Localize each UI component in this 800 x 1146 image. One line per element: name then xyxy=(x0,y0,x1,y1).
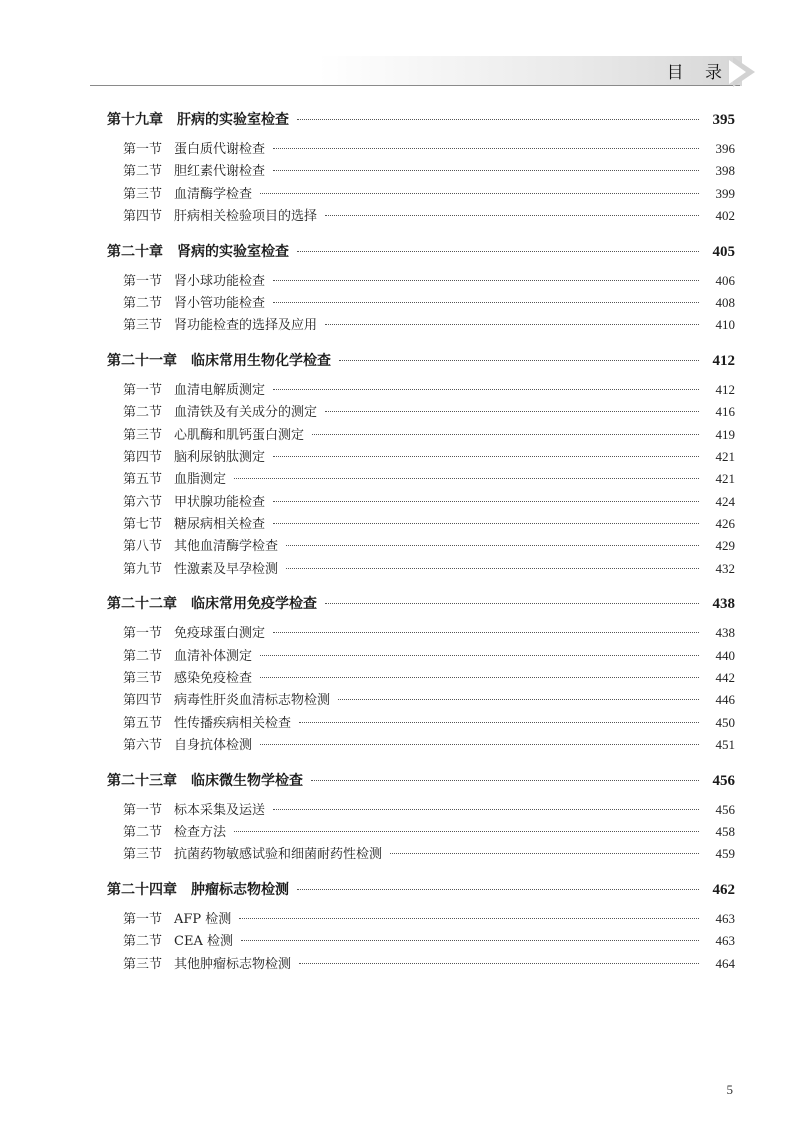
section-page: 446 xyxy=(715,692,735,708)
section-title: 血清铁及有关成分的测定 xyxy=(174,405,318,421)
section-entry[interactable] xyxy=(107,314,735,336)
section-title: 病毒性肝炎血清标志物检测 xyxy=(174,693,331,709)
section-entry[interactable] xyxy=(107,160,735,182)
chapter-block xyxy=(107,876,735,975)
section-number: 第一节 xyxy=(123,382,163,398)
dot-leader xyxy=(286,545,699,546)
section-number: 第二节 xyxy=(123,164,163,180)
section-entry[interactable] xyxy=(107,491,735,513)
section-page: 429 xyxy=(715,538,735,554)
section-number: 第八节 xyxy=(123,539,163,555)
section-entry[interactable] xyxy=(107,930,735,952)
dot-leader xyxy=(325,411,699,412)
section-title: 血清电解质测定 xyxy=(174,382,266,398)
chapter-page: 395 xyxy=(712,112,735,128)
section-entry[interactable] xyxy=(107,379,735,401)
chapter-title: 临床常用免疫学检查 xyxy=(191,596,317,613)
chapter-number: 第二十四章 xyxy=(107,881,177,898)
section-page: 459 xyxy=(715,846,735,862)
section-number: 第一节 xyxy=(123,142,163,157)
section-number: 第二节 xyxy=(123,824,163,840)
header-tab-inner xyxy=(729,60,746,84)
dot-leader xyxy=(234,478,699,479)
section-entry[interactable] xyxy=(107,689,735,711)
chapter-block xyxy=(107,106,735,228)
running-header-title: 目 录 xyxy=(666,63,730,83)
section-number: 第六节 xyxy=(123,738,163,754)
section-number: 第一节 xyxy=(123,802,163,818)
section-title: AFP 检测 xyxy=(174,911,232,927)
chapter-number: 第二十二章 xyxy=(107,596,177,613)
chapter-number: 第二十三章 xyxy=(107,772,177,789)
section-number: 第一节 xyxy=(123,273,163,289)
section-title: 免疫球蛋白测定 xyxy=(174,626,266,642)
section-entry[interactable] xyxy=(107,908,735,930)
dot-leader xyxy=(325,603,699,604)
section-number: 第二节 xyxy=(123,295,163,311)
section-title: 肾功能检查的选择及应用 xyxy=(174,318,318,334)
chapter-page: 405 xyxy=(712,243,735,260)
section-page: 412 xyxy=(715,381,735,397)
section-entry[interactable] xyxy=(107,183,735,205)
section-page: 463 xyxy=(715,910,735,926)
dot-leader xyxy=(260,193,699,194)
section-entry[interactable] xyxy=(107,843,735,865)
chapter-block xyxy=(107,347,735,581)
dot-leader xyxy=(241,940,699,941)
header-rule xyxy=(90,85,740,86)
section-title: 性激素及早孕检测 xyxy=(174,561,279,577)
section-number: 第五节 xyxy=(123,715,163,731)
section-title: 血清酶学检查 xyxy=(174,186,253,202)
section-title: 其他血清酶学检查 xyxy=(174,539,279,555)
section-number: 第一节 xyxy=(123,626,163,642)
table-of-contents xyxy=(107,106,735,985)
section-entry[interactable] xyxy=(107,270,735,292)
section-number: 第三节 xyxy=(123,847,163,863)
chapter-title: 临床常用生物化学检查 xyxy=(191,352,331,369)
dot-leader xyxy=(260,744,699,745)
section-entry[interactable] xyxy=(107,953,735,975)
chapter-entry[interactable] xyxy=(107,106,735,134)
section-title: CEA 检测 xyxy=(174,934,233,950)
section-number: 第七节 xyxy=(123,517,163,533)
section-title: 糖尿病相关检查 xyxy=(174,517,266,533)
chapter-entry[interactable] xyxy=(107,238,735,266)
dot-leader xyxy=(273,809,699,810)
section-number: 第三节 xyxy=(123,186,163,202)
section-number: 第三节 xyxy=(123,956,163,972)
section-page: 463 xyxy=(715,933,735,949)
dot-leader xyxy=(312,434,699,435)
dot-leader xyxy=(299,963,699,964)
dot-leader xyxy=(390,853,699,854)
section-page: 450 xyxy=(715,714,735,730)
header-band xyxy=(90,56,742,86)
section-page: 456 xyxy=(715,801,735,817)
chapter-entry[interactable] xyxy=(107,767,735,795)
chapter-page: 456 xyxy=(712,772,735,789)
chapter-page: 412 xyxy=(712,352,735,369)
dot-leader xyxy=(338,699,699,700)
section-page: 464 xyxy=(715,955,735,971)
section-entry[interactable] xyxy=(107,622,735,644)
section-title: 心肌酶和肌钙蛋白测定 xyxy=(174,427,305,443)
dot-leader xyxy=(273,302,699,303)
section-title: 肾小球功能检查 xyxy=(174,273,266,289)
section-page: 398 xyxy=(715,163,735,179)
section-entry[interactable] xyxy=(107,468,735,490)
section-entry[interactable] xyxy=(107,446,735,468)
chapter-title: 肿瘤标志物检测 xyxy=(191,881,289,898)
section-number: 第三节 xyxy=(123,427,163,443)
section-title: 血脂测定 xyxy=(174,472,227,488)
section-number: 第二节 xyxy=(123,648,163,664)
chapter-number: 第二十一章 xyxy=(107,352,177,369)
section-page: 408 xyxy=(715,294,735,310)
chapter-page: 438 xyxy=(712,596,735,613)
dot-leader xyxy=(273,501,699,502)
section-page: 426 xyxy=(715,516,735,532)
section-title: 标本采集及运送 xyxy=(174,802,266,818)
section-page: 424 xyxy=(715,493,735,509)
section-page: 399 xyxy=(715,185,735,201)
chapter-block xyxy=(107,767,735,866)
section-number: 第二节 xyxy=(123,934,163,950)
section-title: 自身抗体检测 xyxy=(174,738,253,754)
section-number: 第九节 xyxy=(123,561,163,577)
section-entry[interactable] xyxy=(107,424,735,446)
section-page: 438 xyxy=(715,625,735,641)
dot-leader xyxy=(260,655,699,656)
dot-leader xyxy=(325,215,699,216)
chapter-entry[interactable] xyxy=(107,347,735,375)
section-title: 蛋白质代谢检查 xyxy=(174,142,266,157)
section-entry[interactable] xyxy=(107,821,735,843)
section-entry[interactable] xyxy=(107,513,735,535)
section-page: 410 xyxy=(715,317,735,333)
section-page: 451 xyxy=(715,737,735,753)
chapter-block xyxy=(107,590,735,756)
chapter-block xyxy=(107,238,735,337)
dot-leader xyxy=(311,780,699,781)
section-number: 第二节 xyxy=(123,405,163,421)
section-page: 421 xyxy=(715,471,735,487)
section-entry[interactable] xyxy=(107,734,735,756)
dot-leader xyxy=(273,632,699,633)
dot-leader xyxy=(297,889,699,890)
dot-leader xyxy=(339,360,699,361)
chapter-entry[interactable] xyxy=(107,876,735,904)
section-entry[interactable] xyxy=(107,292,735,314)
section-title: 胆红素代谢检查 xyxy=(174,164,266,180)
section-entry[interactable] xyxy=(107,535,735,557)
section-number: 第六节 xyxy=(123,494,163,510)
section-title: 肾小管功能检查 xyxy=(174,295,266,311)
section-title: 检查方法 xyxy=(174,824,227,840)
section-title: 性传播疾病相关检查 xyxy=(174,715,292,731)
dot-leader xyxy=(234,831,699,832)
section-entry[interactable] xyxy=(107,799,735,821)
section-page: 406 xyxy=(715,272,735,288)
section-title: 肝病相关检验项目的选择 xyxy=(174,209,318,225)
footer-page-number: 5 xyxy=(726,1082,733,1097)
dot-leader xyxy=(273,280,699,281)
section-entry[interactable] xyxy=(107,558,735,580)
dot-leader xyxy=(273,148,699,149)
section-number: 第四节 xyxy=(123,209,163,225)
chapter-title: 肾病的实验室检查 xyxy=(177,243,289,260)
dot-leader xyxy=(273,456,699,457)
section-page: 416 xyxy=(715,404,735,420)
section-page: 419 xyxy=(715,426,735,442)
dot-leader xyxy=(325,324,699,325)
dot-leader xyxy=(299,722,699,723)
chapter-number: 第十九章 xyxy=(107,112,163,128)
section-page: 458 xyxy=(715,823,735,839)
section-title: 甲状腺功能检查 xyxy=(174,494,266,510)
chapter-title: 临床微生物学检查 xyxy=(191,772,303,789)
section-title: 抗菌药物敏感试验和细菌耐药性检测 xyxy=(174,847,383,863)
chapter-title: 肝病的实验室检查 xyxy=(177,112,289,128)
section-entry[interactable] xyxy=(107,667,735,689)
dot-leader xyxy=(273,170,699,171)
section-entry[interactable] xyxy=(107,205,735,227)
section-entry[interactable] xyxy=(107,401,735,423)
section-page: 396 xyxy=(715,141,735,156)
dot-leader xyxy=(297,119,699,120)
section-number: 第一节 xyxy=(123,911,163,927)
dot-leader xyxy=(273,523,699,524)
section-number: 第三节 xyxy=(123,318,163,334)
section-page: 442 xyxy=(715,670,735,686)
dot-leader xyxy=(297,251,699,252)
section-number: 第五节 xyxy=(123,472,163,488)
section-entry[interactable] xyxy=(107,138,735,160)
chapter-page: 462 xyxy=(712,881,735,898)
dot-leader xyxy=(286,568,699,569)
dot-leader xyxy=(260,677,699,678)
dot-leader xyxy=(273,389,699,390)
section-title: 其他肿瘤标志物检测 xyxy=(174,956,292,972)
section-entry[interactable] xyxy=(107,712,735,734)
chapter-number: 第二十章 xyxy=(107,243,163,260)
section-number: 第四节 xyxy=(123,449,163,465)
section-page: 432 xyxy=(715,560,735,576)
chapter-entry[interactable] xyxy=(107,590,735,618)
section-title: 感染免疫检查 xyxy=(174,671,253,687)
section-page: 440 xyxy=(715,647,735,663)
section-entry[interactable] xyxy=(107,645,735,667)
section-title: 血清补体测定 xyxy=(174,648,253,664)
section-page: 402 xyxy=(715,208,735,224)
section-number: 第四节 xyxy=(123,693,163,709)
dot-leader xyxy=(239,918,699,919)
section-page: 421 xyxy=(715,448,735,464)
section-title: 脑利尿钠肽测定 xyxy=(174,449,266,465)
section-number: 第三节 xyxy=(123,671,163,687)
